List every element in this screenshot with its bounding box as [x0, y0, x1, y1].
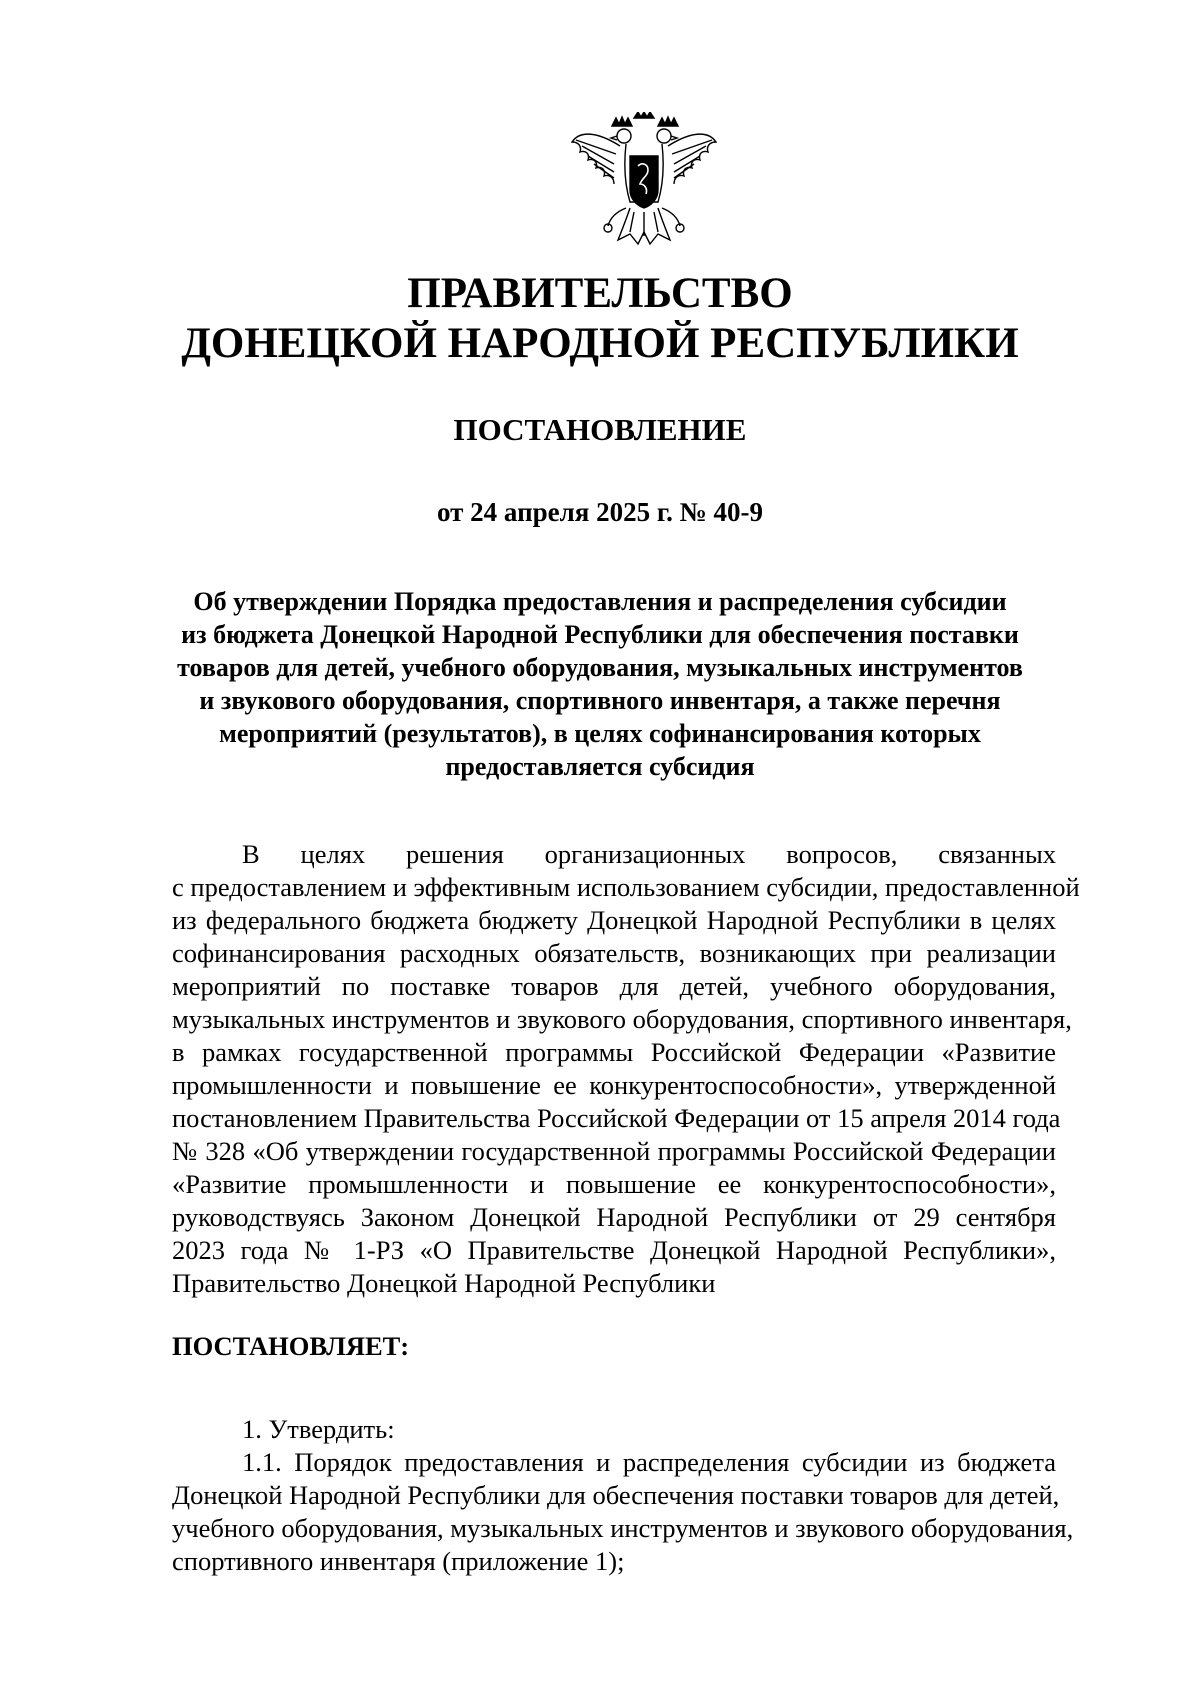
title-line: предоставляется субсидия [445, 752, 755, 781]
resolves-heading: ПОСТАНОВЛЯЕТ: [172, 1331, 410, 1361]
preamble-line: В целях решения организационных вопросов, связанных [242, 839, 1056, 869]
title-line: товаров для детей, учебного оборудования, музыкальных инструментов [177, 653, 1023, 682]
preamble-line: 2023 года № 1-РЗ «О Правительстве Донецкой Народной Республики», [172, 1235, 1056, 1265]
preamble-line: в рамках государственной программы Российской Федерации «Развитие [172, 1037, 1056, 1067]
clause-line: учебного оборудования, музыкальных инструментов и звукового оборудования, [172, 1513, 1074, 1543]
document-title [150, 585, 1050, 783]
title-line: и звукового оборудования, спортивного инвентаря, а также перечня [199, 686, 1001, 715]
preamble-line: постановлением Правительства Российской Федерации от 15 апреля 2014 года [172, 1103, 1061, 1133]
preamble-line: № 328 «Об утверждении государственной программы Российской Федерации [172, 1136, 1056, 1166]
document-type: ПОСТАНОВЛЕНИЕ [453, 412, 747, 447]
organization-name-line-1: ПРАВИТЕЛЬСТВО [407, 270, 793, 317]
title-line: мероприятий (результатов), в целях софинансирования которых [219, 719, 981, 748]
preamble-line: Правительство Донецкой Народной Республики [172, 1268, 716, 1298]
clause-1: 1. Утвердить: [242, 1414, 395, 1444]
organization-name-line-2: ДОНЕЦКОЙ НАРОДНОЙ РЕСПУБЛИКИ [181, 320, 1019, 367]
preamble-line: «Развитие промышленности и повышение ее конкурентоспособности», [172, 1169, 1056, 1199]
date-and-number: от 24 апреля 2025 г. № 40-9 [437, 497, 763, 527]
clause-line: спортивного инвентаря (приложение 1); [172, 1546, 625, 1576]
title-line: из бюджета Донецкой Народной Республики для обеспечения поставки [181, 620, 1019, 649]
preamble-line: руководствуясь Законом Донецкой Народной Республики от 29 сентября [172, 1202, 1056, 1232]
preamble-paragraph [172, 838, 1080, 1300]
preamble-line: музыкальных инструментов и звукового оборудования, спортивного инвентаря, [172, 1004, 1072, 1034]
preamble-line: с предоставлением и эффективным использованием субсидии, предоставленной [172, 872, 1080, 902]
clause-line: 1.1. Порядок предоставления и распределения субсидии из бюджета [242, 1447, 1056, 1477]
clause-line: Донецкой Народной Республики для обеспечения поставки товаров для детей, [172, 1480, 1060, 1510]
title-line: Об утверждении Порядка предоставления и распределения субсидии [193, 587, 1007, 616]
preamble-line: мероприятий по поставке товаров для детей, учебного оборудования, [172, 971, 1056, 1001]
clause-1-1 [172, 1446, 1074, 1578]
preamble-line: промышленности и повышение ее конкурентоспособности», утвержденной [172, 1070, 1056, 1100]
preamble-line: софинансирования расходных обязательств, возникающих при реализации [172, 938, 1056, 968]
preamble-line: из федерального бюджета бюджету Донецкой Народной Республики в целях [172, 905, 1056, 935]
coat-of-arms-emblem-icon [568, 112, 720, 257]
